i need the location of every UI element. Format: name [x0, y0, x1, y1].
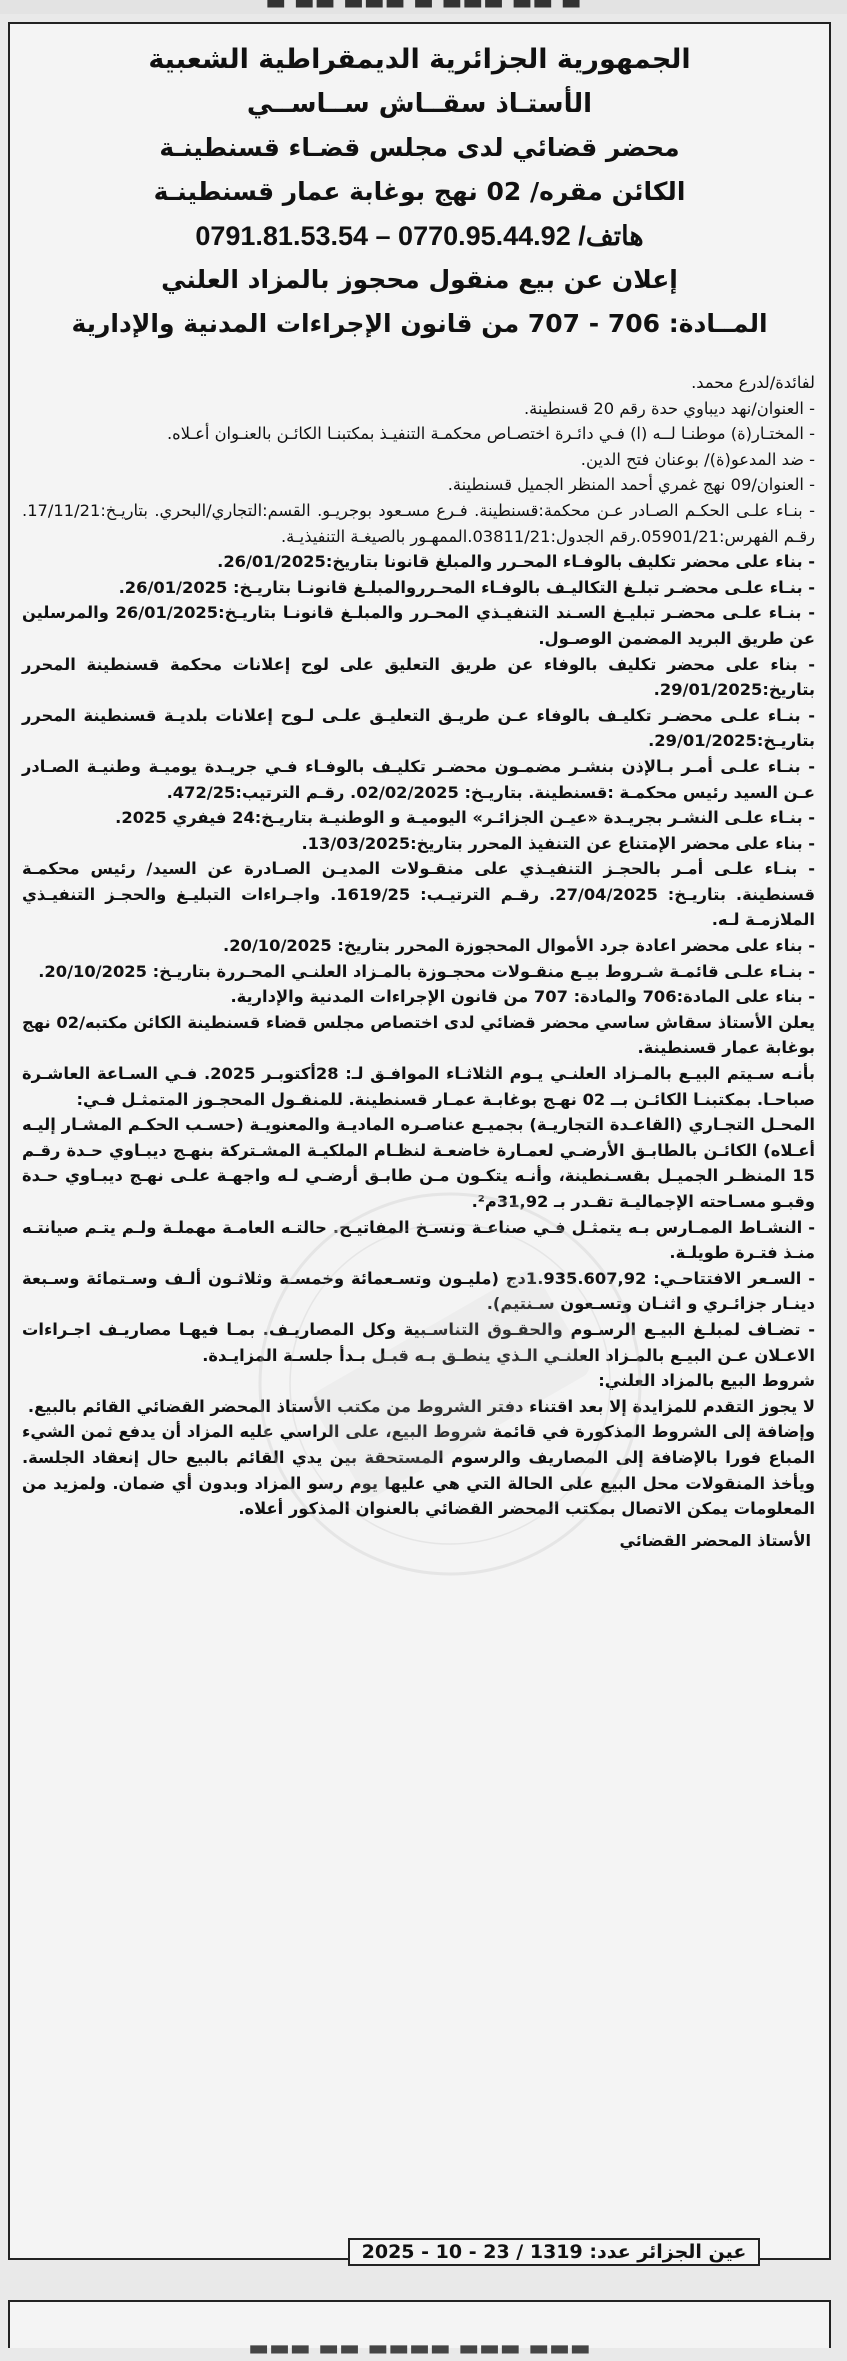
- paragraph: - بنـاء علـى النشـر بجريـدة «عيـن الجزائـر» اليوميـة و الوطنيـة بتاريـخ:24 فيفري 2025.: [115, 808, 815, 828]
- paragraph: - بناء على محضر تكليف بالوفاء عن طريق التعليق على لوح إعلانات محكمة قسنطينة المحرر بتاريخ:29/01/2025.: [22, 654, 815, 700]
- publication-reference: عين الجزائر عدد: 1319 / 23 - 10 - 2025: [348, 2238, 760, 2266]
- paragraph: - بنـاء علـى محضـر تبلـغ التكاليـف بالوفـاء المحـرروالمبلـغ قانونـا بتاريـخ: 26/01/2025.: [118, 577, 815, 597]
- paragraph: - بنـاء علـى أمـر بالحجـز التنفيـذي على منقـولات المديـن الصـادرة عن السيد/ رئيس محكمـة قسنطينة. بتاريـخ: 27/04/2025. رقـم الترتيـب: 1619/25. واجـراءات التبليـغ والحجـز التنفيـذي الملازمـة لـه.: [22, 859, 815, 930]
- bailiff-office: محضر قضائي لدى مجلس قضـاء قسنطينـة: [159, 133, 680, 162]
- paragraph: - بنـاء علـى أمـر بـالإذن بنشـر مضمـون محضـر تكليـف بالوفـاء فـي جريـدة يوميـة وطنيـة الصـادر عـن السيد رئيس محكمـة :قسنطينة. بتاريـخ: 02/02/2025. رقـم الترتيب:472/25.: [22, 756, 815, 802]
- paragraph: - بناء على محضر اعادة جرد الأموال المحجوزة المحرر بتاريخ: 20/10/2025.: [223, 936, 815, 956]
- paragraph: - ضد المدعو(ة)/ بوعنان فتح الدين.: [580, 449, 815, 469]
- paragraph: - العنوان/نهد ديباوي حدة رقم 20 قسنطينة.: [523, 398, 815, 418]
- paragraph: - العنوان/09 نهج غمري أحمد المنظر الجميل قسنطينة.: [447, 475, 815, 495]
- paragraph: يعلن الأستاذ سقاش ساسي محضر قضائي لدى اختصاص مجلس قضاء قسنطينة الكائن مكتبه/02 نهج بوغابة عمار قسنطينة.: [22, 1012, 815, 1058]
- paragraph: - النشـاط الممـارس بـه يتمثـل فـي صناعـة ونسـخ المفاتيـح. حالتـه العامـة مهملـة ولـم يتـم صيانتـه منـذ فتـرة طويلـة.: [22, 1217, 815, 1263]
- previous-notice-edge: [0, 0, 847, 14]
- paragraph: - بنـاء علـى محضـر تكليـف بالوفاء عـن طريـق التعليـق علـى لـوح إعلانات بلديـة قسنطينة المحرر بتاريـخ:29/01/2025.: [22, 705, 815, 751]
- notice-title: إعلان عن بيع منقول محجوز بالمزاد العلني: [161, 265, 678, 294]
- republic-title: الجمهورية الجزائرية الديمقراطية الشعبية: [148, 44, 691, 75]
- paragraph: - السـعر الافتتاحـي: 1.935.607,92دج (مليـون وتسـعمائة وخمسـة وثلاثـون ألـف وسـتمائة وسـبعة دينـار جزائـري و اثنـان وتسـعون سـنتيم).: [22, 1268, 815, 1314]
- paragraph: بأنـه سـيتم البيـع بالمـزاد العلنـي يـوم الثلاثـاء الموافـق لـ: 28أكتوبـر 2025. فـي السـاعة العاشـرة صباحـا. بمكتبنـا الكائـن بــ 02 نهـج بوغابـة عمـار قسنطينة. للمنقـول المحجـوز المتمثـل فـي:: [22, 1064, 815, 1109]
- paragraph: - بناء على محضر الإمتناع عن التنفيذ المحرر بتاريخ:13/03/2025.: [301, 833, 815, 853]
- office-address: الكائن مقره/ 02 نهج بوغابة عمار قسنطينـة: [153, 177, 686, 206]
- paragraph: - بناء على المادة:706 والمادة: 707 من قانون الإجراءات المدنية والإدارية.: [230, 987, 815, 1007]
- paragraph: المحـل التجـاري (القاعـدة التجاريـة) بجميـع عناصـره الماديـة والمعنويـة (حسـب الحكـم المشـار إليـه أعـلاه) الكائـن بالطابـق الأرضـي لعمـارة خاضعـة لنظـام الملكيـة المشـتركة بنهـج ديبـاوي حـدة رقـم 15 المنظـر الجميـل بقسـنطينة، وأنـه يتكـون مـن طابـق أرضـي لـه واجهـة علـى نهـج ديبـاوي حـدة وقبـو مسـاحته الإجماليـة تقـدر بـ 31,92م².: [22, 1115, 815, 1211]
- cropped-text: ▬ ▬▬ ▬▬▬ ▬ ▬▬▬ ▬▬ ▬: [265, 0, 582, 15]
- auction-notice: [8, 22, 831, 2260]
- paragraph: لفائدة/لدرع محمد.: [691, 373, 815, 392]
- paragraph: - بنـاء علـى محضـر تبليـغ السـند التنفيـذي المحـرر والمبلـغ قانونـا بتاريـخ:26/01/2025 والمرسلين عن طريق البريد المضمن الوصـول.: [22, 603, 816, 648]
- bailiff-name: الأستـاذ سقــاش ســاســي: [246, 89, 593, 119]
- paragraph: لا يجوز التقدم للمزايدة إلا بعد اقتناء دفتر الشروط من مكتب الأستاذ المحضر القضائي القائم بالبيع.: [27, 1396, 815, 1416]
- legal-articles: المــادة: 706 - 707 من قانون الإجراءات المدنية والإدارية: [71, 309, 768, 338]
- paragraph: - بنـاء علـى الحكـم الصـادر عـن محكمة:قسنطينة. فـرع مسـعود بوجريـو. القسم:التجاري/البحري. بتاريـخ:17/11/21. رقـم الفهرس:05901/21.رقم الجدول:03811/21.الممهـور بالصيغـة التنفيذيـة.: [22, 500, 815, 546]
- paragraph: - بناء على محضر تكليف بالوفـاء المحـرر والمبلغ قانونا بتاريخ:26/01/2025.: [217, 552, 815, 572]
- notice-body: [10, 346, 829, 1553]
- paragraph: - تضـاف لمبلـغ البيـع الرسـوم والحقـوق التناسـبية وكل المصاريـف. بمـا فيهـا مصاريـف اجـراءات الاعـلان عـن البيـع بالمـزاد العلنـي الـذي ينطـق بـه قبـل بـدأ جلسـة المزايـدة.: [22, 1319, 815, 1365]
- paragraph: شروط البيع بالمزاد العلني:: [598, 1371, 815, 1391]
- cropped-text: ▬▬▬ ▬▬ ▬▬▬▬ ▬▬▬ ▬▬▬: [248, 2336, 591, 2361]
- notice-header: [10, 24, 829, 346]
- phone-numbers: هاتف/ 0770.95.44.92 – 0791.81.53.54: [195, 221, 644, 251]
- paragraph: وإضافة إلى الشروط المذكورة في قائمة شروط البيع، على الراسي عليه المزاد أن يدفع ثمن الشيء المباع فورا بالإضافة إلى المصاريف والرسوم المستحقة بين يدي القائم بالبيع حال إنعقاد الجلسة. ويأخذ المنقولات محل البيع على الحالة التي هي عليها يوم رسو المزاد وبدون أي ضمان. ولمزيد من المعلومات يمكن الاتصال بمكتب المحضر القضائي بالعنوان المذكور أعلاه.: [22, 1422, 815, 1519]
- signature: الأستاذ المحضر القضائي: [619, 1530, 811, 1550]
- paragraph: - المختـار(ة) موطنـا لــه (ا) فـي دائـرة اختصـاص محكمـة التنفيـذ بمكتبنـا الكائـن بالعنـوان أعـلاه.: [167, 424, 815, 444]
- paragraph: - بنـاء علـى قائمـة شـروط بيـع منقـولات محجـوزة بالمـزاد العلنـي المحـررة بتاريـخ: 20/10/2025.: [38, 961, 815, 981]
- next-notice-edge: [8, 2300, 831, 2361]
